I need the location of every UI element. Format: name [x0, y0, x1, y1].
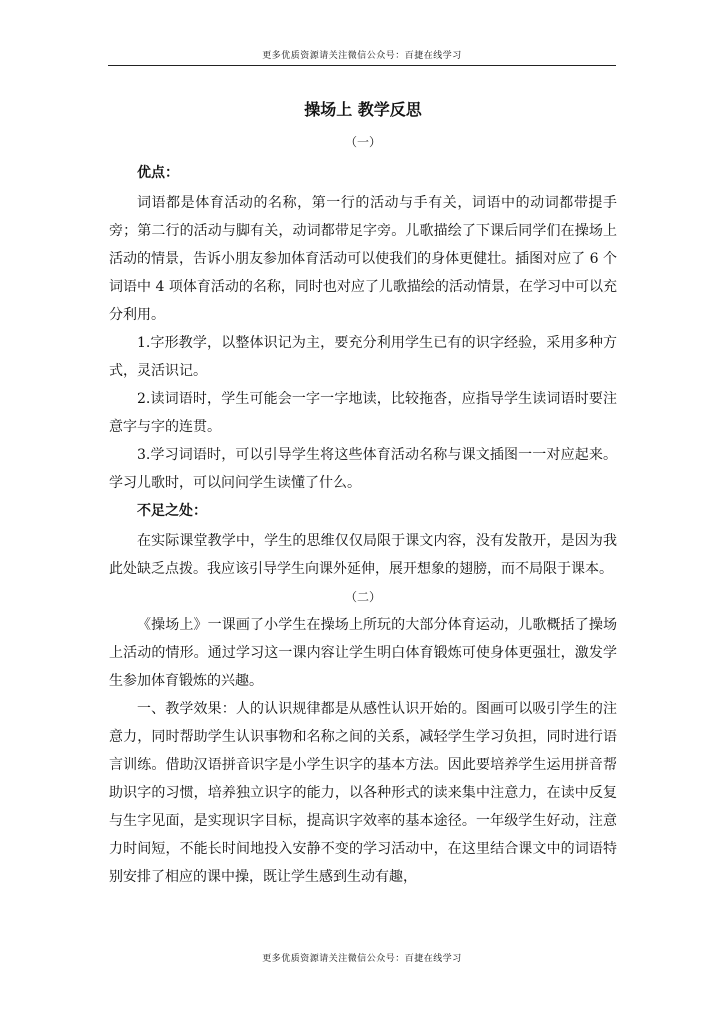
strengths-heading: 优点：	[137, 165, 179, 181]
page-header: 更多优质资源请关注微信公众号：百捷在线学习	[262, 51, 462, 61]
page-footer: 更多优质资源请关注微信公众号：百捷在线学习	[262, 954, 462, 964]
header-rule	[108, 65, 616, 66]
section-one-label: （一）	[344, 135, 381, 149]
weakness-paragraph: 在实际课堂教学中，学生的思维仅仅局限于课文内容，没有发散开，是因为我此处缺乏点拨。我应该引导学生向课外延伸，展开想象的翅膀，而不局限于课本。	[109, 533, 617, 577]
document-title: 操场上 教学反思	[304, 100, 422, 119]
weakness-heading: 不足之处：	[137, 503, 207, 519]
section-two-paragraph-intro: 《操场上》一课画了小学生在操场上所玩的大部分体育运动，儿歌概括了操场上活动的情形。通过学习这一课内容让学生明白体育锻炼可使身体更强壮，激发学生参加体育锻炼的兴趣。	[109, 617, 617, 689]
section-two-label: （二）	[344, 590, 381, 604]
section-two-paragraph-effect: 一、教学效果：人的认识规律都是从感性认识开始的。图画可以吸引学生的注意力，同时帮助学生认识事物和名称之间的关系，减轻学生学习负担，同时进行语言训练。借助汉语拼音识字是小学生识字的基本方法。因此要培养学生运用拼音帮助识字的习惯，培养独立识字的能力，以各种形式的读来集中注意力，在读中反复与生字见面，是实现识字目标，提高识字效率的基本途径。一年级学生好动，注意力时间短，不能长时间地投入安静不变的学习活动中，在这里结合课文中的词语特别安排了相应的课中操，既让学生感到生动有趣，	[109, 701, 617, 885]
strengths-paragraph-2: 2.读词语时，学生可能会一字一字地读，比较拖沓，应指导学生读词语时要注意字与字的连贯。	[109, 391, 617, 435]
document-body	[109, 98, 617, 891]
strengths-paragraph-1: 1.字形教学，以整体识记为主，要充分利用学生已有的识字经验，采用多种方式，灵活识记。	[109, 335, 617, 379]
strengths-paragraph-3: 3.学习词语时，可以引导学生将这些体育活动名称与课文插图一一对应起来。学习儿歌时，可以问问学生读懂了什么。	[109, 447, 617, 491]
strengths-paragraph-intro: 词语都是体育活动的名称，第一行的活动与手有关，词语中的动词都带提手旁；第二行的活动与脚有关，动词都带足字旁。儿歌描绘了下课后同学们在操场上活动的情景，告诉小朋友参加体育活动可以使我们的身体更健壮。插图对应了 6 个词语中 4 项体育活动的名称，同时也对应了儿歌描绘的活动情景，在学习中可以充分利用。	[109, 195, 617, 323]
